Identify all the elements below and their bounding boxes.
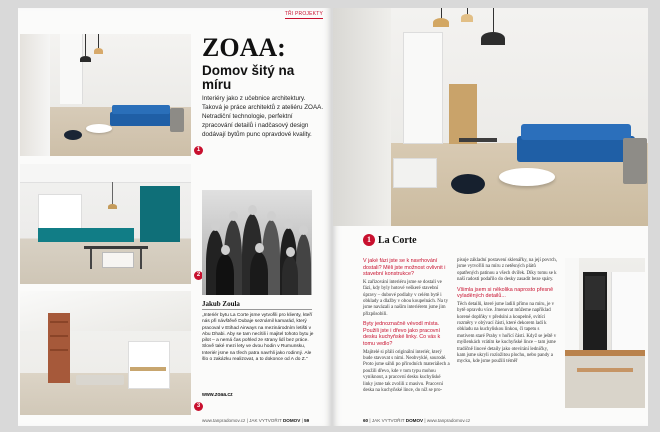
left-footer: www.tanpradomov.cz | JAK VYTVOŘIT DOMOV | 59 — [202, 418, 310, 423]
footer-brand: DOMOV — [405, 418, 424, 423]
interview-question: Všimla jsem si několika naprosto přesně vyladěných detailů... — [457, 286, 554, 300]
interview-answer: K zařizování interiéru jsme se dostali ve fázi, kdy byly hotové veškeré stavební úpravy – dubové podlahy v celém bytě i obklady a dlažby v obou koupelnách. Na ty jsme navázali a naším interiérem jsme jim přizpůsobili. — [363, 279, 449, 317]
photo-number-badge: 2 — [194, 271, 203, 280]
interview-answer: pisuje základní postavení sklenářky, na její povrch, jsme vytvořili na míru z netěsných plátů opatřených patinou a všech dvířek. Díky tomu se k naší radosti podařilo do desky zasadit beze spáry. — [457, 258, 557, 283]
photo-kitchen — [20, 164, 191, 284]
page-number: 59 — [304, 418, 310, 423]
photo-number-badge: 3 — [194, 402, 203, 411]
magazine-spread — [18, 8, 648, 426]
text-column-1 — [363, 258, 451, 394]
subheading — [363, 234, 417, 246]
title-line-2: Domov šitý na míru — [202, 63, 295, 92]
profile-quote: „Interiér bytu La Corte jsme vytvořili pro klienty, kteří nás při návštěvě Dubaje seznámil kamarád, který pracoval v Etihad Airways na mezinárodním letišti v Abu Dhabi. Aby se tam necítili i majitel tohoto bytu je pilot – a nemá čas pohled ze strany lidí bez práce. Slově také mezi lety ve dvou hodin v Rumunsku, Interiér jsme na třech patra navrhli jako rodinný. Ale šlo o zakázku realizovat, a to dokonce od A do Z.“ — [202, 313, 314, 363]
photo-kitchen-detail — [565, 258, 645, 408]
photo-number-badge: 1 — [194, 146, 203, 155]
project-number-badge: 1 — [363, 234, 375, 246]
project-title: La Corte — [378, 235, 417, 246]
photo-attic-living — [20, 291, 191, 415]
interview-answer: Majitelé si přáli originální interiér, který bude stavovat s nimi. Neobvyklé, sourodé. Proto jsme sáhli po přírodních materiálech a použili dřevo, kde v tom typu mohou vyniknout, a pracovní desku kuchyňské linky jsme tak zvolili z masivu. Pracovní deska na kuchyňské lince, do níž se pro- — [363, 349, 450, 394]
title-line-1: ZOAA: — [202, 33, 286, 62]
section-label: TŘI PROJEKTY — [284, 11, 323, 17]
footer-magazine: JAK VYTVOŘIT — [371, 418, 405, 423]
photo-living-room — [20, 34, 191, 156]
photo-la-corte-living — [333, 8, 648, 226]
lead-paragraph: Interiéry jako z učebnice architektury. Taková je práce architektů z ateliéru ZOAA. Netradiční technologie, perfektní zpracování detailů i nadčasový design dodávají bytům punc opravdové kvality. — [202, 95, 324, 138]
team-portrait — [202, 190, 312, 295]
page-number: 60 — [363, 418, 369, 423]
interview-question: Byty jednoznačně vévodí místa. Použili jste i dřevo jako pracovní desku kuchyňské linky. Co vás k tomu vedlo? — [363, 321, 441, 347]
text-column-2 — [457, 258, 557, 366]
studio-website: www.zoaa.cz — [202, 392, 233, 398]
interview-question: V jaké fázi jste se k navrhování dostali? Měli jste možnost ovlivnit i stavební konstrukce? — [363, 258, 446, 278]
left-page — [18, 8, 331, 426]
right-page — [333, 8, 648, 426]
profile-name: Jakub Zoula — [202, 300, 240, 308]
footer-brand: DOMOV — [282, 418, 301, 423]
footer-site: www.tanpradomov.cz — [202, 418, 246, 423]
article-title — [202, 35, 327, 92]
footer-magazine: JAK VYTVOŘIT — [249, 418, 282, 423]
right-footer: 60 | JAK VYTVOŘIT DOMOV | www.tanpradomov.cz — [363, 418, 471, 423]
footer-site: www.tanpradomov.cz — [426, 418, 471, 423]
interview-answer: Těch detailů, které jsme ladili přímo na míru, je v bytě opravdu více. Jmenovat můžeme například korené doplňky v předsíni a koupelně, svítící rozměry v obývací části, které dekorem ladí k obkladu na kuchyňskou linkou, či tapetu s motivem staré Prahy v hořící části. Když se ještě v myšlenkách vrátím ke kuchyňské lince – tam jsme tradičně linové detaily jako otevírání ledničky, kam jsme ukryli rozložitou plochu, nebo pandy a mycku, kde jsme použili téměř — [457, 301, 557, 365]
